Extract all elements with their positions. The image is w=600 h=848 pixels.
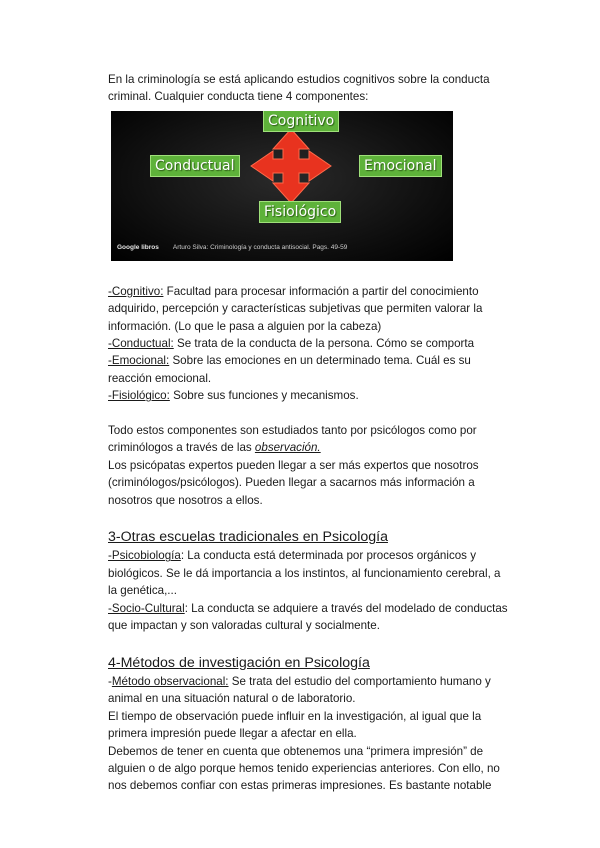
component-item: -Emocional: Sobre las emociones en un determinado tema. Cuál es su [108, 354, 471, 368]
study-text: Todo estos componentes son estudiados tanto por psicólogos como por [108, 424, 477, 438]
observacion-term: observación. [254, 441, 321, 455]
study-text: Los psicópatas expertos pueden llegar a ser más expertos que nosotros [108, 458, 479, 472]
fisiologico-box: Fisiológico [259, 201, 341, 223]
school-text: la genética,... [108, 584, 177, 598]
component-term: -Emocional: [108, 354, 170, 368]
emocional-box: Emocional [359, 155, 442, 177]
method-text: Debemos de tener en cuenta que obtenemos una “primera impresión” de [108, 744, 484, 758]
component-item: -Fisiológico: Sobre sus funciones y mecanismos. [108, 389, 359, 403]
section-heading: 4-Métodos de investigación en Psicología [108, 654, 370, 671]
school-term: -Socio-Cultural [108, 601, 185, 615]
school-text: que impactan y son valoradas cultural y socialmente. [108, 619, 380, 633]
google-books-logo: Google libros [117, 244, 159, 252]
method-text: El tiempo de observación puede influir en la investigación, al igual que la [108, 709, 482, 723]
component-term: -Cognitivo: [108, 284, 164, 298]
school-text: biológicos. Se le dá importancia a los instintos, al funcionamiento cerebral, a [108, 566, 501, 580]
method-text: animal en una situación natural o de laboratorio. [108, 692, 356, 706]
component-item: -Conductual: Se trata de la conducta de la persona. Cómo se comporta [108, 337, 475, 351]
intro-line: En la criminología se está aplicando estudios cognitivos sobre la conducta [108, 73, 490, 86]
school-item: -Socio-Cultural: La conducta se adquiere a través del modelado de conductas [108, 601, 508, 615]
school-term: -Psicobiología [108, 549, 181, 563]
component-text: reacción emocional. [108, 371, 212, 385]
document-page [108, 71, 508, 795]
method-text: primera impresión puede llegar a afectar en ella. [108, 727, 357, 741]
cognitivo-box: Cognitivo [263, 111, 339, 132]
method-item: -Método observacional: Se trata del estudio del comportamiento humano y [108, 674, 491, 688]
component-text: adquirido, percepción y características subjetivas que permiten valorar la [108, 302, 483, 316]
component-item: -Cognitivo: Facultad para procesar información a partir del conocimiento [108, 284, 479, 298]
component-text: información. (Lo que le pasa a alguien por la cabeza) [108, 319, 382, 333]
component-term: -Fisiológico: [108, 389, 170, 403]
study-text: (criminólogos/psicólogos). Pueden llegar a sacarnos más información a [108, 476, 475, 490]
study-text: criminólogos a través de las observación. [108, 441, 321, 455]
figure-caption [117, 239, 347, 256]
section-heading: 3-Otras escuelas tradicionales en Psicología [108, 529, 388, 546]
caption-text: Arturo Silva: Criminología y conducta antisocial. Pags. 49-59 [172, 244, 348, 252]
components-diagram [111, 111, 453, 261]
school-item: -Psicobiología: La conducta está determinada por procesos orgánicos y [108, 549, 476, 563]
four-way-arrow-icon [111, 111, 453, 261]
study-text: nosotros que nosotros a ellos. [108, 493, 263, 507]
intro-line: criminal. Cualquier conducta tiene 4 componentes: [108, 90, 369, 104]
method-text: alguien o de algo porque hemos tenido experiencias anteriores. Con ello, no [108, 761, 500, 775]
conductual-box: Conductual [150, 155, 240, 177]
component-term: -Conductual: [108, 337, 174, 351]
method-term: Método observacional: [111, 674, 229, 688]
method-text: nos debemos confiar con estas primeras impresiones. Es bastante notable [108, 779, 492, 793]
